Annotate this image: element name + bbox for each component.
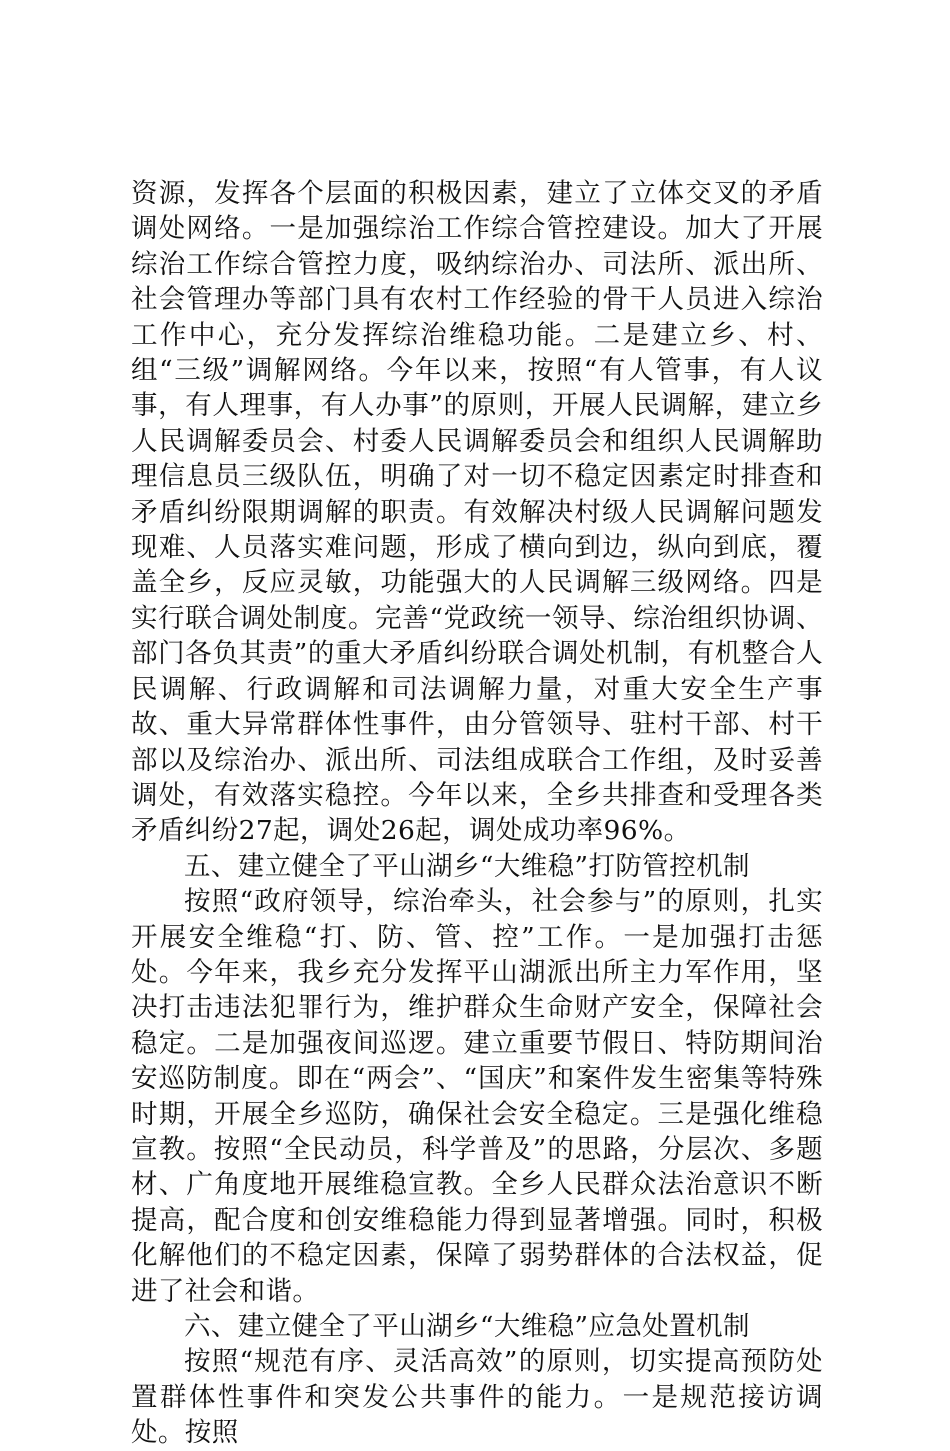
section-heading-five: 五、建立健全了平山湖乡“大维稳”打防管控机制 — [184, 850, 750, 882]
section-heading-six: 六、建立健全了平山湖乡“大维稳”应急处置机制 — [184, 1311, 750, 1342]
paragraph-emergency-response: 按照“规范有序、灵活高效”的原则，切实提高预防处置群体性事件和突发公共事件的能力。一是规范接访调处。按照 — [131, 1346, 823, 1449]
document-body — [131, 176, 823, 1451]
paragraph-prevention-control: 按照“政府领导，综治牵头，社会参与”的原则，扎实开展安全维稳“打、防、管、控”工作。一是加强打击惩处。今年来，我乡充分发挥平山湖派出所主力军作用，坚决打击违法犯罪行为，维护群众生命财产安全，保障社会稳定。二是加强夜间巡逻。建立重要节假日、特防期间治安巡防制度。即在“两会”、“国庆”和案件发生密集等特殊时期，开展全乡巡防，确保社会安全稳定。三是强化维稳宣教。按照“全民动员，科学普及”的思路，分层次、多题材、广角度地开展维稳宣教。全乡人民群众法治意识不断提高，配合度和创安维稳能力得到显著增强。同时，积极化解他们的不稳定因素，保障了弱势群体的合法权益，促进了社会和谐。 — [131, 886, 823, 1307]
paragraph-network-mediation: 资源，发挥各个层面的积极因素，建立了立体交叉的矛盾调处网络。一是加强综治工作综合管控建设。加大了开展综治工作综合管控力度，吸纳综治办、司法所、派出所、社会管理办等部门具有农村工作经验的骨干人员进入综治工作中心，充分发挥综治维稳功能。二是建立乡、村、组“三级”调解网络。今年以来，按照“有人管事，有人议事，有人理事，有人办事”的原则，开展人民调解，建立乡人民调解委员会、村委人民调解委员会和组织人民调解助理信息员三级队伍，明确了对一切不稳定因素定时排查和矛盾纠纷限期调解的职责。有效解决村级人民调解问题发现难、人员落实难问题，形成了横向到边，纵向到底，覆盖全乡，反应灵敏，功能强大的人民调解三级网络。四是实行联合调处制度。完善“党政统一领导、综治组织协调、部门各负其责”的重大矛盾纠纷联合调处机制，有机整合人民调解、行政调解和司法调解力量，对重大安全生产事故、重大异常群体性事件，由分管领导、驻村干部、村干部以及综治办、派出所、司法组成联合工作组，及时妥善调处，有效落实稳控。今年以来，全乡共排查和受理各类矛盾纠纷27起，调处26起，调处成功率96%。 — [131, 178, 823, 847]
